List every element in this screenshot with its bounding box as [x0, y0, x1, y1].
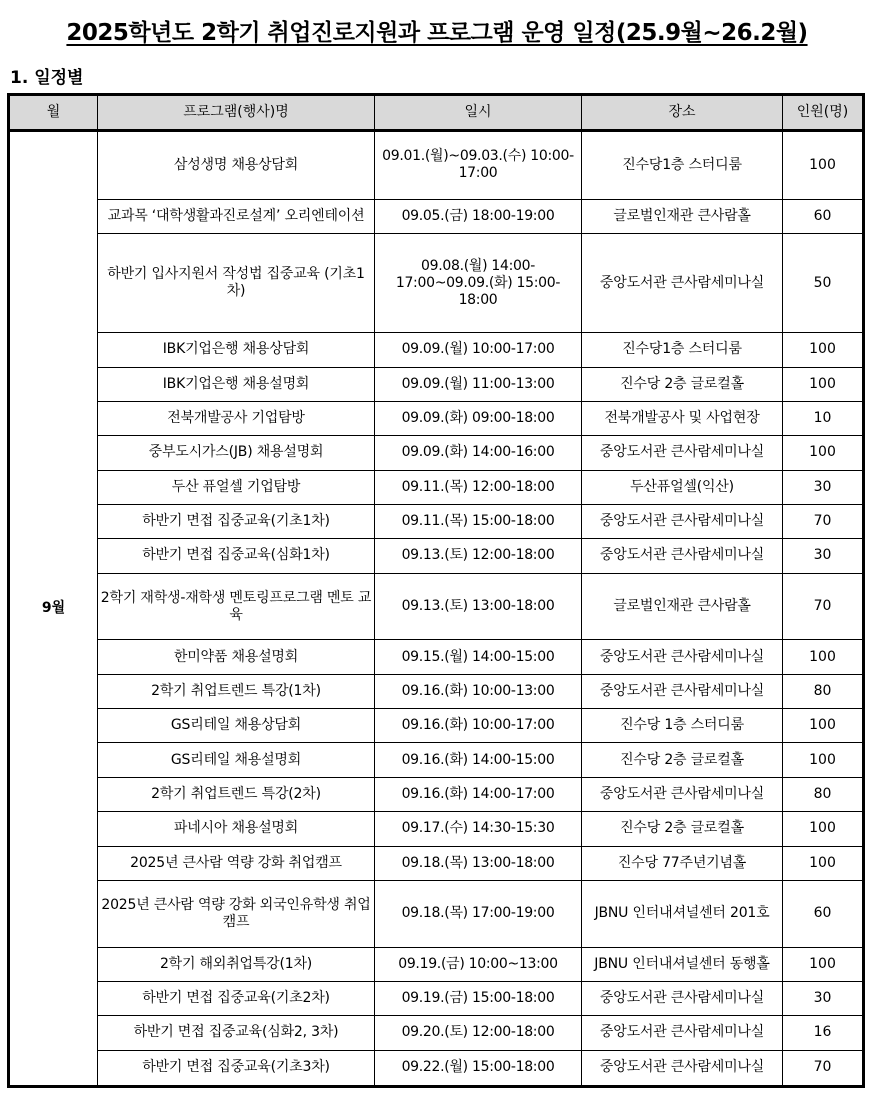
date-cell: 09.18.(목) 17:00-19:00: [375, 880, 582, 947]
place-cell: 중앙도서관 큰사람세미나실: [582, 436, 783, 470]
place-cell: 중앙도서관 큰사람세미나실: [582, 539, 783, 573]
people-count-cell: 100: [783, 743, 864, 777]
table-row: [9, 333, 864, 367]
schedule-body: [9, 131, 864, 1087]
date-cell: 09.16.(화) 14:00-15:00: [375, 743, 582, 777]
table-row: [9, 947, 864, 981]
date-cell: 09.17.(수) 14:30-15:30: [375, 812, 582, 846]
place-cell: 중앙도서관 큰사람세미나실: [582, 1050, 783, 1086]
table-row: [9, 709, 864, 743]
table-row: [9, 199, 864, 233]
date-cell: 09.09.(화) 09:00-18:00: [375, 401, 582, 435]
table-row: [9, 1050, 864, 1086]
month-cell: 9월: [9, 131, 98, 1087]
page-title: 2025학년도 2학기 취업진로지원과 프로그램 운영 일정(25.9월~26.2월): [66, 20, 808, 46]
table-row: [9, 743, 864, 777]
section-heading: 1. 일정별: [10, 68, 84, 88]
program-name-cell: 하반기 면접 집중교육(심화1차): [98, 539, 375, 573]
header-date: 일시: [375, 95, 582, 131]
program-name-cell: 하반기 면접 집중교육(기초1차): [98, 504, 375, 538]
program-name-cell: GS리테일 채용설명회: [98, 743, 375, 777]
table-row: [9, 470, 864, 504]
header-place: 장소: [582, 95, 783, 131]
date-cell: 09.22.(월) 15:00-18:00: [375, 1050, 582, 1086]
program-name-cell: IBK기업은행 채용설명회: [98, 367, 375, 401]
date-cell: 09.20.(토) 12:00-18:00: [375, 1016, 582, 1050]
people-count-cell: 100: [783, 846, 864, 880]
table-row: [9, 880, 864, 947]
table-row: [9, 573, 864, 640]
date-cell: 09.09.(화) 14:00-16:00: [375, 436, 582, 470]
table-row: [9, 981, 864, 1015]
schedule-table: [7, 93, 865, 1088]
people-count-cell: 30: [783, 470, 864, 504]
table-row: [9, 234, 864, 333]
date-cell: 09.05.(금) 18:00-19:00: [375, 199, 582, 233]
people-count-cell: 100: [783, 333, 864, 367]
program-name-cell: IBK기업은행 채용상담회: [98, 333, 375, 367]
header-people: 인원(명): [783, 95, 864, 131]
date-cell: 09.11.(목) 15:00-18:00: [375, 504, 582, 538]
program-name-cell: 2025년 큰사람 역량 강화 외국인유학생 취업캠프: [98, 880, 375, 947]
people-count-cell: 100: [783, 131, 864, 200]
date-cell: 09.09.(월) 10:00-17:00: [375, 333, 582, 367]
people-count-cell: 100: [783, 709, 864, 743]
people-count-cell: 70: [783, 504, 864, 538]
place-cell: 진수당1층 스터디룸: [582, 131, 783, 200]
people-count-cell: 100: [783, 812, 864, 846]
date-cell: 09.19.(금) 15:00-18:00: [375, 981, 582, 1015]
table-row: [9, 674, 864, 708]
place-cell: 중앙도서관 큰사람세미나실: [582, 504, 783, 538]
place-cell: 진수당1층 스터디룸: [582, 333, 783, 367]
people-count-cell: 100: [783, 436, 864, 470]
place-cell: 전북개발공사 및 사업현장: [582, 401, 783, 435]
table-row: [9, 777, 864, 811]
date-cell: 09.19.(금) 10:00~13:00: [375, 947, 582, 981]
people-count-cell: 100: [783, 367, 864, 401]
people-count-cell: 60: [783, 199, 864, 233]
program-name-cell: 2025년 큰사람 역량 강화 취업캠프: [98, 846, 375, 880]
place-cell: 진수당 2층 글로컬홀: [582, 367, 783, 401]
program-name-cell: 한미약품 채용설명회: [98, 640, 375, 674]
program-name-cell: 두산 퓨얼셀 기업탐방: [98, 470, 375, 504]
date-cell: 09.15.(월) 14:00-15:00: [375, 640, 582, 674]
date-cell: 09.11.(목) 12:00-18:00: [375, 470, 582, 504]
table-row: [9, 640, 864, 674]
program-name-cell: 파네시아 채용설명회: [98, 812, 375, 846]
program-name-cell: 2학기 해외취업특강(1차): [98, 947, 375, 981]
place-cell: 글로벌인재관 큰사람홀: [582, 573, 783, 640]
date-cell: 09.18.(목) 13:00-18:00: [375, 846, 582, 880]
table-row: [9, 812, 864, 846]
place-cell: 중앙도서관 큰사람세미나실: [582, 234, 783, 333]
table-row: [9, 367, 864, 401]
table-header-row: [9, 95, 864, 131]
program-name-cell: 하반기 면접 집중교육(심화2, 3차): [98, 1016, 375, 1050]
people-count-cell: 30: [783, 539, 864, 573]
people-count-cell: 70: [783, 1050, 864, 1086]
place-cell: JBNU 인터내셔널센터 201호: [582, 880, 783, 947]
place-cell: 중앙도서관 큰사람세미나실: [582, 674, 783, 708]
place-cell: 진수당 1층 스터디룸: [582, 709, 783, 743]
date-cell: 09.09.(월) 11:00-13:00: [375, 367, 582, 401]
header-month: 월: [9, 95, 98, 131]
table-row: [9, 504, 864, 538]
program-name-cell: GS리테일 채용상담회: [98, 709, 375, 743]
people-count-cell: 16: [783, 1016, 864, 1050]
place-cell: 글로벌인재관 큰사람홀: [582, 199, 783, 233]
date-cell: 09.13.(토) 13:00-18:00: [375, 573, 582, 640]
program-name-cell: 전북개발공사 기업탐방: [98, 401, 375, 435]
program-name-cell: 하반기 면접 집중교육(기초3차): [98, 1050, 375, 1086]
table-row: [9, 846, 864, 880]
place-cell: 두산퓨얼셀(익산): [582, 470, 783, 504]
place-cell: 진수당 2층 글로컬홀: [582, 812, 783, 846]
program-name-cell: 중부도시가스(JB) 채용설명회: [98, 436, 375, 470]
people-count-cell: 80: [783, 777, 864, 811]
people-count-cell: 50: [783, 234, 864, 333]
place-cell: 진수당 2층 글로컬홀: [582, 743, 783, 777]
date-cell: 09.16.(화) 14:00-17:00: [375, 777, 582, 811]
program-name-cell: 삼성생명 채용상담회: [98, 131, 375, 200]
people-count-cell: 80: [783, 674, 864, 708]
table-row: [9, 401, 864, 435]
place-cell: 중앙도서관 큰사람세미나실: [582, 981, 783, 1015]
table-row: [9, 1016, 864, 1050]
people-count-cell: 60: [783, 880, 864, 947]
place-cell: 진수당 77주년기념홀: [582, 846, 783, 880]
people-count-cell: 100: [783, 947, 864, 981]
date-cell: 09.16.(화) 10:00-13:00: [375, 674, 582, 708]
people-count-cell: 30: [783, 981, 864, 1015]
header-program: 프로그램(행사)명: [98, 95, 375, 131]
table-row: [9, 436, 864, 470]
place-cell: 중앙도서관 큰사람세미나실: [582, 640, 783, 674]
program-name-cell: 2학기 취업트렌드 특강(2차): [98, 777, 375, 811]
program-name-cell: 2학기 재학생-재학생 멘토링프로그램 멘토 교육: [98, 573, 375, 640]
date-cell: 09.16.(화) 10:00-17:00: [375, 709, 582, 743]
place-cell: JBNU 인터내셔널센터 동행홀: [582, 947, 783, 981]
people-count-cell: 100: [783, 640, 864, 674]
date-cell: 09.01.(월)~09.03.(수) 10:00-17:00: [375, 131, 582, 200]
date-cell: 09.08.(월) 14:00-17:00~09.09.(화) 15:00-18:00: [375, 234, 582, 333]
program-name-cell: 2학기 취업트렌드 특강(1차): [98, 674, 375, 708]
program-name-cell: 교과목 ‘대학생활과진로설계’ 오리엔테이션: [98, 199, 375, 233]
people-count-cell: 10: [783, 401, 864, 435]
table-row: [9, 131, 864, 200]
place-cell: 중앙도서관 큰사람세미나실: [582, 777, 783, 811]
program-name-cell: 하반기 면접 집중교육(기초2차): [98, 981, 375, 1015]
table-row: [9, 539, 864, 573]
program-name-cell: 하반기 입사지원서 작성법 집중교육 (기초1차): [98, 234, 375, 333]
people-count-cell: 70: [783, 573, 864, 640]
date-cell: 09.13.(토) 12:00-18:00: [375, 539, 582, 573]
place-cell: 중앙도서관 큰사람세미나실: [582, 1016, 783, 1050]
